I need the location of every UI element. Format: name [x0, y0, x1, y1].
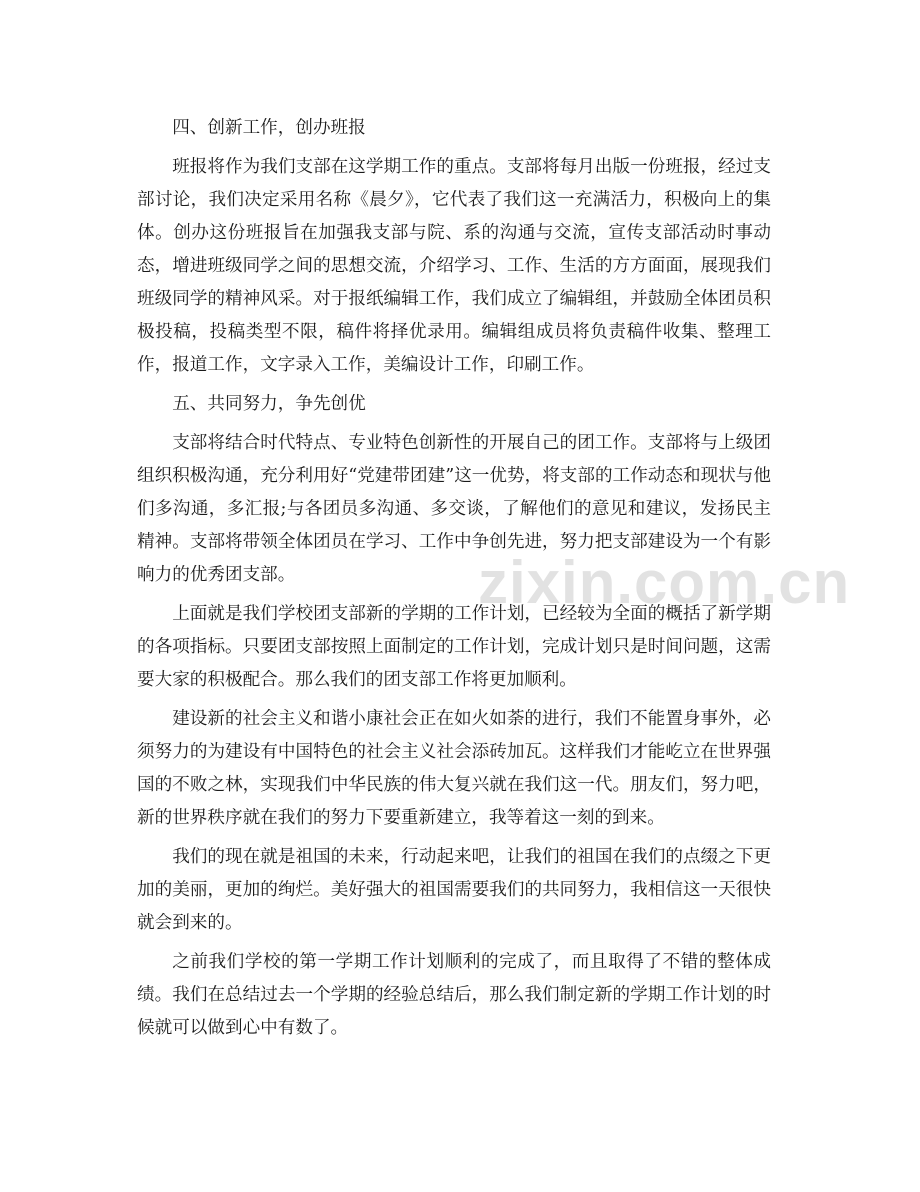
paragraph-summary: 上面就是我们学校团支部新的学期的工作计划，已经较为全面的概括了新学期的各项指标。只要团支部按照上面制定的工作计划，完成计划只是时间问题，这需要大家的积极配合。那么我们的团支部工作将更加顺利。: [137, 604, 771, 690]
paragraph-previous-term: 之前我们学校的第一学期工作计划顺利的完成了，而且取得了不错的整体成绩。我们在总结过去一个学期的经验总结后，那么我们制定新的学期工作计划的时候就可以做到心中有数了。: [137, 952, 771, 1038]
section-heading-four: 四、创新工作，创办班报: [172, 118, 366, 138]
paragraph-future: 我们的现在就是祖国的未来，行动起来吧，让我们的祖国在我们的点缀之下更加的美丽，更加的绚烂。美好强大的祖国需要我们的共同努力，我相信这一天很快就会到来的。: [137, 847, 771, 933]
watermark: zixin.com.cn: [478, 549, 851, 616]
paragraph-class-newspaper: 班报将作为我们支部在这学期工作的重点。支部将每月出版一份班报，经过支部讨论，我们决定采用名称《晨夕》，它代表了我们这一充满活力，积极向上的集体。创办这份班报旨在加强我支部与院、系的沟通与交流，宣传支部活动时事动态，增进班级同学之间的思想交流，介绍学习、工作、生活的方方面面，展现我们班级同学的精神风采。对于报纸编辑工作，我们成立了编辑组，并鼓励全体团员积极投稿，投稿类型不限，稿件将择优录用。编辑组成员将负责稿件收集、整理工作，报道工作，文字录入工作，美编设计工作，印刷工作。: [137, 157, 771, 375]
paragraph-society: 建设新的社会主义和谐小康社会正在如火如荼的进行，我们不能置身事外，必须努力的为建设有中国特色的社会主义社会添砖加瓦。这样我们才能屹立在世界强国的不败之林，实现我们中华民族的伟大复兴就在我们这一代。朋友们，努力吧，新的世界秩序就在我们的努力下要重新建立，我等着这一刻的到来。: [137, 709, 771, 828]
paragraph-innovation: 支部将结合时代特点、专业特色创新性的开展自己的团工作。支部将与上级团组织积极沟通，充分利用好“党建带团建”这一优势，将支部的工作动态和现状与他们多沟通，多汇报;与各团员多沟通、多交谈，了解他们的意见和建议，发扬民主精神。支部将带领全体团员在学习、工作中争创先进，努力把支部建设为一个有影响力的优秀团支部。: [137, 433, 771, 585]
section-heading-five: 五、共同努力，争先创优: [172, 394, 366, 414]
